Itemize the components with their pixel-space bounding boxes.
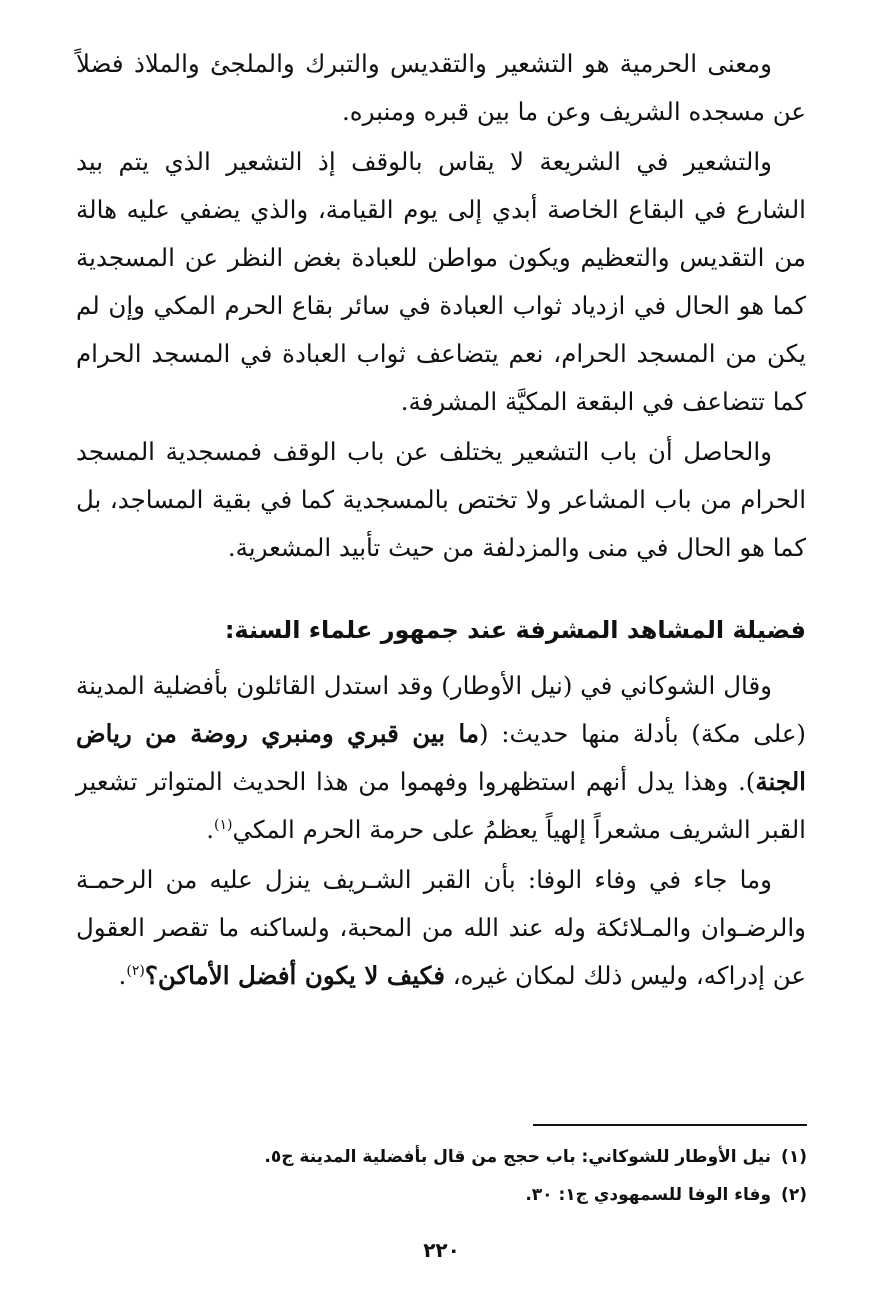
footnote-1-text: نيل الأوطار للشوكاني: باب حجج من قال بأفضلية المدينة ج٥. xyxy=(264,1147,772,1167)
paragraph-5-text-c: . xyxy=(118,961,127,990)
paragraph-5-text-a: وما جاء في وفاء الوفا: بأن القبر الشـريف ينزل عليه من الرحمـة والرضـوان والمـلائكة وله عند الله من المحبة، ولساكنه ما تقصر العقول عن إدراكه، وليس ذلك لمكان غيره، xyxy=(76,865,806,990)
paragraph-4-text-c: . xyxy=(206,815,214,844)
footnote-2-number: (٢) xyxy=(781,1185,807,1205)
rhetorical-question: فكيف لا يكون أفضل الأماكن؟ xyxy=(144,961,445,990)
section-heading: فضيلة المشاهد المشرفة عند جمهور علماء السنة: xyxy=(224,616,806,644)
paragraph-3: والحاصل أن باب التشعير يختلف عن باب الوقف فمسجدية المسجد الحرام من باب المشاعر ولا تختص بالمسجدية كما في بقية المساجد، بل كما هو الحال في منى والمزدلفة من حيث تأبيد المشعرية. xyxy=(76,437,806,562)
page-number: ٢٢٠ xyxy=(423,1238,460,1262)
footnotes xyxy=(77,1138,807,1214)
hadith-quote: ما بين قبري ومنبري روضة من رياض الجنة xyxy=(76,719,806,796)
footnote-ref-1[interactable]: (١) xyxy=(214,816,233,833)
paragraph-2: والتشعير في الشريعة لا يقاس بالوقف إذ التشعير الذي يتم بيد الشارع في البقاع الخاصة أبدي إلى يوم القيامة، والذي يضفي عليه هالة من التقديس والتعظيم ويكون مواطن للعبادة بغض النظر عن المسجدية كما هو الحال في ازدياد ثواب العبادة في سائر بقاع الحرم المكي وإن لم يكن من المسجد الحرام، نعم يتضاعف ثواب العبادة في المسجد الحرام كما تتضاعف في البقعة المكيَّة المشرفة. xyxy=(76,147,806,416)
footnote-1 xyxy=(77,1138,807,1176)
paragraph-4-text-a: وقال الشوكاني في (نيل الأوطار) وقد استدل القائلون بأفضلية المدينة (على مكة) بأدلة منها حديث: ( xyxy=(76,671,806,748)
footnote-divider xyxy=(533,1124,807,1126)
page-body xyxy=(76,40,806,1002)
paragraph-1: ومعنى الحرمية هو التشعير والتقديس والتبرك والملجئ والملاذ فضلاً عن مسجده الشريف وعن ما بين قبره ومنبره. xyxy=(76,49,806,126)
footnote-2 xyxy=(77,1176,807,1214)
paragraph-5 xyxy=(76,856,806,1000)
paragraph-4-text-b: ). وهذا يدل أنهم استظهروا وفهموا من هذا الحديث المتواتر تشعير القبر الشريف مشعراً إلهياً يعظمُ على حرمة الحرم المكي xyxy=(76,767,806,844)
paragraph-4 xyxy=(76,662,806,854)
footnote-ref-2[interactable]: (٢) xyxy=(126,962,145,979)
footnote-1-number: (١) xyxy=(781,1147,807,1167)
footnote-2-text: وفاء الوفا للسمهودي ج١: ٣٠. xyxy=(525,1185,772,1205)
